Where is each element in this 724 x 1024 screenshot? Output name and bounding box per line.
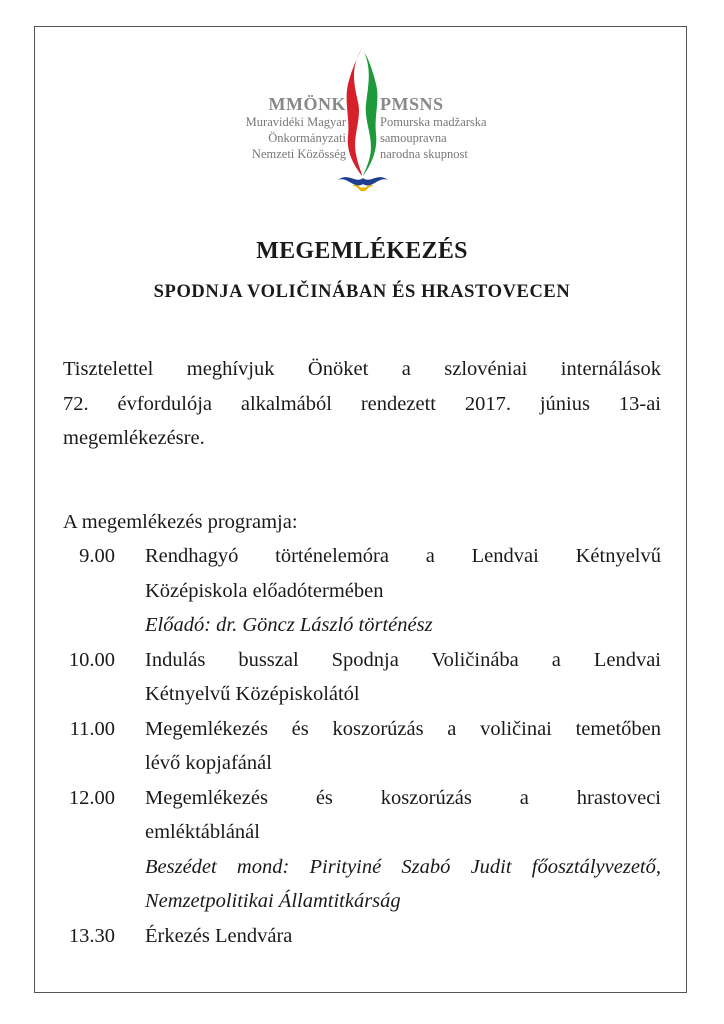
program-time: 10.00: [68, 648, 115, 671]
invitation-paragraph: [63, 352, 661, 456]
description-line: Középiskola előadótermében: [145, 579, 384, 602]
description-line: emléktáblánál: [145, 821, 260, 843]
program-description: [145, 712, 661, 781]
logo-right-line: Pomurska madžarska: [380, 115, 487, 129]
description-line: Megemlékezés és koszorúzás a voličinai temetőben: [145, 717, 661, 740]
program-item: [63, 643, 661, 712]
logo-left-line: Nemzeti Közösség: [251, 147, 346, 161]
program-description: [145, 781, 661, 919]
logo-right-line: samoupravna: [380, 131, 447, 145]
logo-right-line: narodna skupnost: [380, 147, 468, 161]
description-line: Rendhagyó történelemóra a Lendvai Kétnyelvű: [145, 545, 661, 567]
program-item: [63, 781, 661, 919]
program-description: [145, 643, 661, 712]
speaker-note: Előadó: dr. Göncz László történész: [145, 614, 433, 636]
description-line: Megemlékezés és koszorúzás a hrastoveci: [145, 786, 661, 809]
program-description: [145, 919, 661, 954]
program-time: 9.00: [79, 545, 115, 567]
program-description: [145, 539, 661, 643]
document-title: MEGEMLÉKEZÉS: [256, 238, 468, 264]
paragraph-line: megemlékezésre.: [63, 427, 205, 449]
description-line: Kétnyelvű Középiskolától: [145, 683, 360, 705]
logo-left-block: [246, 94, 346, 162]
speaker-note: Nemzetpolitikai Államtitkárság: [145, 890, 401, 912]
logo-left-line: Muravidéki Magyar: [245, 115, 346, 129]
description-line: lévő kopjafánál: [145, 752, 272, 774]
document-subtitle: SPODNJA VOLIČINÁBAN ÉS HRASTOVECEN: [153, 282, 571, 302]
program-item: [63, 539, 661, 643]
description-line: Érkezés Lendvára: [145, 924, 293, 947]
logo-left-acronym: MMÖNK: [268, 94, 346, 114]
paragraph-line: 72. évfordulója alkalmából rendezett 2017. június 13-ai: [63, 392, 661, 415]
logo-right-acronym: PMSNS: [380, 94, 444, 114]
program-list: [63, 539, 661, 953]
program-item: [63, 919, 661, 954]
program-heading: A megemlékezés programja:: [63, 511, 298, 533]
description-line: Indulás busszal Spodnja Voličinába a Lendvai: [145, 648, 661, 671]
program-item: [63, 712, 661, 781]
program-time: 11.00: [69, 717, 115, 740]
speaker-note: Beszédet mond: Pirityiné Szabó Judit főosztályvezető,: [145, 855, 661, 878]
logo-left-line: Önkormányzati: [268, 131, 346, 145]
paragraph-line: Tisztelettel meghívjuk Önöket a szlovéniai internálások: [63, 358, 661, 380]
program-time: 12.00: [68, 786, 115, 809]
logo-right-block: [380, 94, 487, 162]
program-time: 13.30: [68, 924, 115, 947]
organization-logo: [0, 44, 724, 194]
